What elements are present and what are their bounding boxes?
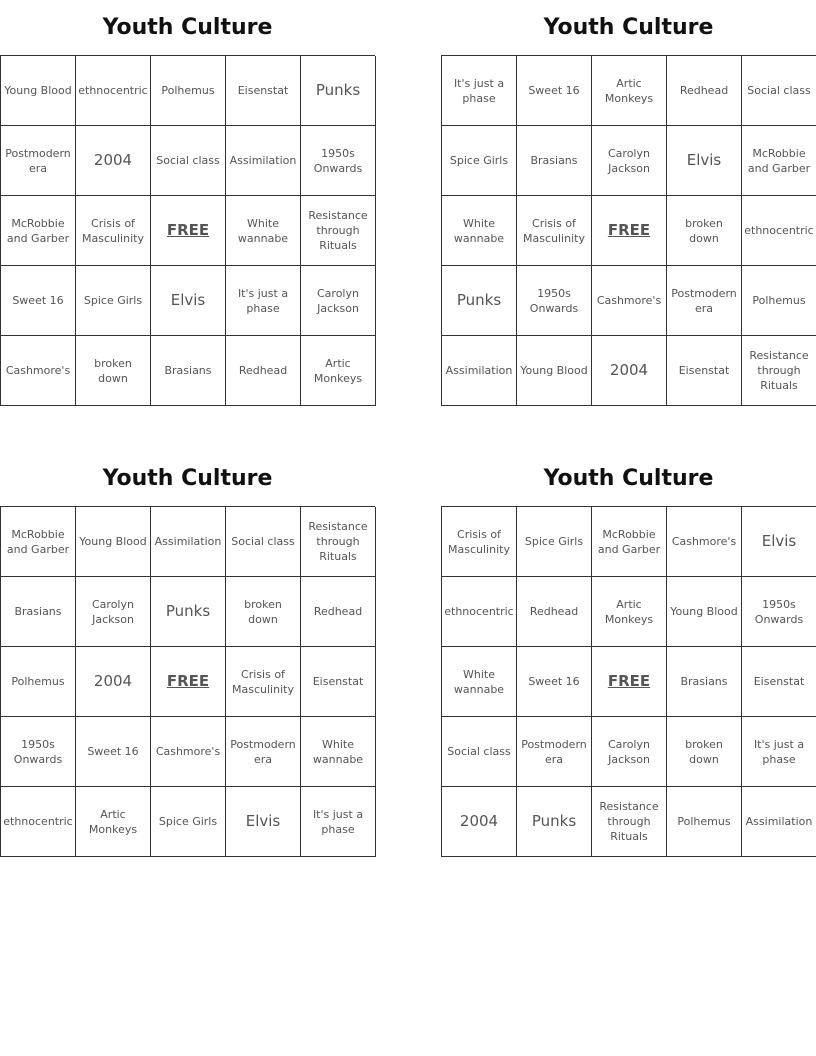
bingo-cell: Spice Girls (517, 507, 592, 577)
bingo-cell: Cashmore's (151, 717, 226, 787)
bingo-cell: Resistance through Rituals (301, 196, 376, 266)
bingo-cell: Resistance through Rituals (592, 787, 667, 857)
bingo-cell: Punks (517, 787, 592, 857)
free-space: FREE (592, 647, 667, 717)
bingo-cell: Polhemus (151, 56, 226, 126)
bingo-cell: Polhemus (667, 787, 742, 857)
bingo-cell: Redhead (226, 336, 301, 406)
bingo-cell: 2004 (592, 336, 667, 406)
bingo-cell: ethnocentric (442, 577, 517, 647)
bingo-cell: Eisenstat (742, 647, 816, 717)
bingo-cell: Social class (442, 717, 517, 787)
bingo-cell: White wannabe (226, 196, 301, 266)
bingo-cell: McRobbie and Garber (1, 507, 76, 577)
bingo-cell: Resistance through Rituals (301, 507, 376, 577)
bingo-cell: Spice Girls (151, 787, 226, 857)
bingo-cell: Eisenstat (226, 56, 301, 126)
bingo-cell: Brasians (667, 647, 742, 717)
bingo-cell: Punks (151, 577, 226, 647)
bingo-cell: Crisis of Masculinity (76, 196, 151, 266)
bingo-cell: White wannabe (301, 717, 376, 787)
bingo-cell: White wannabe (442, 196, 517, 266)
card-title: Youth Culture (102, 15, 273, 40)
bingo-cell: Social class (151, 126, 226, 196)
bingo-cell: Eisenstat (301, 647, 376, 717)
bingo-cell: Young Blood (667, 577, 742, 647)
bingo-cell: Elvis (667, 126, 742, 196)
bingo-grid (441, 506, 816, 857)
bingo-cell: Elvis (226, 787, 301, 857)
free-space: FREE (151, 647, 226, 717)
bingo-cell: McRobbie and Garber (592, 507, 667, 577)
bingo-cell: Postmodern era (517, 717, 592, 787)
bingo-cell: ethnocentric (1, 787, 76, 857)
bingo-cell: Carolyn Jackson (76, 577, 151, 647)
bingo-cell: Artic Monkeys (592, 56, 667, 126)
bingo-cell: Spice Girls (76, 266, 151, 336)
bingo-cell: McRobbie and Garber (742, 126, 816, 196)
bingo-cell: Young Blood (517, 336, 592, 406)
bingo-cell: Carolyn Jackson (592, 717, 667, 787)
bingo-cell: Postmodern era (226, 717, 301, 787)
bingo-cell: Punks (442, 266, 517, 336)
bingo-cell: Assimilation (742, 787, 816, 857)
bingo-cell: Cashmore's (667, 507, 742, 577)
bingo-cell: Eisenstat (667, 336, 742, 406)
bingo-cell: ethnocentric (742, 196, 816, 266)
bingo-cell: Resistance through Rituals (742, 336, 816, 406)
bingo-grid (441, 55, 816, 406)
free-space: FREE (151, 196, 226, 266)
bingo-cell: Carolyn Jackson (301, 266, 376, 336)
bingo-cell: 1950s Onwards (1, 717, 76, 787)
bingo-card-4 (441, 451, 816, 857)
bingo-cell: Assimilation (151, 507, 226, 577)
bingo-cell: Sweet 16 (1, 266, 76, 336)
bingo-cell: Redhead (301, 577, 376, 647)
bingo-grid (0, 506, 375, 857)
bingo-cell: 1950s Onwards (301, 126, 376, 196)
bingo-cell: 2004 (442, 787, 517, 857)
bingo-cell: Polhemus (742, 266, 816, 336)
bingo-cell: ethnocentric (76, 56, 151, 126)
bingo-cell: broken down (667, 196, 742, 266)
bingo-cell: broken down (76, 336, 151, 406)
bingo-cell: It's just a phase (226, 266, 301, 336)
bingo-cell: Assimilation (442, 336, 517, 406)
bingo-cell: Sweet 16 (517, 56, 592, 126)
bingo-cell: McRobbie and Garber (1, 196, 76, 266)
bingo-grid (0, 55, 375, 406)
bingo-cell: Social class (742, 56, 816, 126)
bingo-cell: Carolyn Jackson (592, 126, 667, 196)
bingo-card-3 (0, 451, 375, 857)
bingo-cell: Cashmore's (1, 336, 76, 406)
bingo-cell: 1950s Onwards (517, 266, 592, 336)
bingo-cell: Polhemus (1, 647, 76, 717)
bingo-cell: 2004 (76, 126, 151, 196)
bingo-cell: Postmodern era (667, 266, 742, 336)
card-title: Youth Culture (102, 466, 273, 491)
bingo-cell: Elvis (151, 266, 226, 336)
bingo-cell: Artic Monkeys (301, 336, 376, 406)
bingo-cell: Sweet 16 (76, 717, 151, 787)
bingo-cell: 2004 (76, 647, 151, 717)
bingo-cell: Sweet 16 (517, 647, 592, 717)
bingo-cell: Punks (301, 56, 376, 126)
bingo-cell: Brasians (517, 126, 592, 196)
card-title: Youth Culture (543, 15, 714, 40)
bingo-card-1 (0, 0, 375, 406)
bingo-cell: Young Blood (76, 507, 151, 577)
bingo-cell: It's just a phase (742, 717, 816, 787)
bingo-cell: Crisis of Masculinity (442, 507, 517, 577)
bingo-cell: 1950s Onwards (742, 577, 816, 647)
bingo-cell: It's just a phase (442, 56, 517, 126)
bingo-cell: broken down (226, 577, 301, 647)
bingo-cell: White wannabe (442, 647, 517, 717)
bingo-cell: Crisis of Masculinity (226, 647, 301, 717)
bingo-cell: Brasians (151, 336, 226, 406)
bingo-cell: It's just a phase (301, 787, 376, 857)
bingo-cell: Spice Girls (442, 126, 517, 196)
bingo-cell: Artic Monkeys (592, 577, 667, 647)
bingo-cell: Elvis (742, 507, 816, 577)
free-space: FREE (592, 196, 667, 266)
bingo-cell: Assimilation (226, 126, 301, 196)
bingo-cell: Cashmore's (592, 266, 667, 336)
bingo-cell: Brasians (1, 577, 76, 647)
bingo-card-2 (441, 0, 816, 406)
bingo-cell: Young Blood (1, 56, 76, 126)
card-title: Youth Culture (543, 466, 714, 491)
bingo-cell: Postmodern era (1, 126, 76, 196)
bingo-cell: Redhead (667, 56, 742, 126)
bingo-cell: Crisis of Masculinity (517, 196, 592, 266)
bingo-cell: Artic Monkeys (76, 787, 151, 857)
bingo-cell: Redhead (517, 577, 592, 647)
bingo-cell: Social class (226, 507, 301, 577)
bingo-cell: broken down (667, 717, 742, 787)
